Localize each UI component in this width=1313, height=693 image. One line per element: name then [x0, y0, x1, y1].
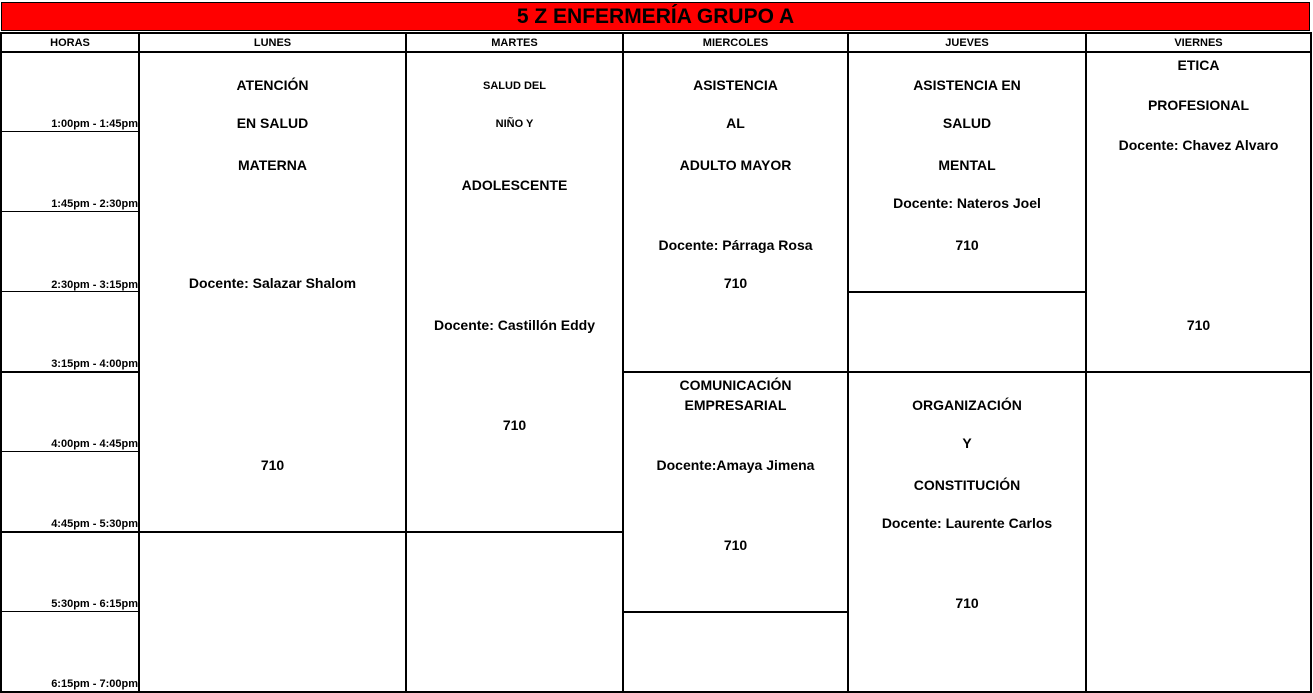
grid-line	[138, 531, 623, 533]
viernes-aula: 710	[1186, 317, 1211, 333]
lunes-course-line3: MATERNA	[238, 157, 307, 173]
grid-line	[622, 33, 624, 693]
grid-line	[847, 291, 1087, 293]
jueves-course2-aula: 710	[955, 595, 979, 611]
time-slot: 1:00pm - 1:45pm	[51, 118, 138, 130]
lunes-docente: Docente: Salazar Shalom	[188, 275, 357, 291]
miercoles-course2-aula: 710	[723, 537, 748, 553]
grid-line	[1085, 33, 1087, 693]
time-slot: 3:15pm - 4:00pm	[51, 358, 138, 370]
jueves-course2-docente: Docente: Laurente Carlos	[881, 515, 1053, 531]
lunes-course-line2: EN SALUD	[236, 115, 309, 131]
miercoles-course2-docente: Docente:Amaya Jimena	[656, 457, 815, 473]
grid-line	[1310, 33, 1312, 693]
grid-line	[0, 211, 138, 212]
header-lunes: LUNES	[253, 36, 292, 49]
time-slot: 2:30pm - 3:15pm	[51, 279, 138, 291]
miercoles-course1-aula: 710	[723, 275, 748, 291]
header-miercoles: MIERCOLES	[702, 36, 769, 49]
jueves-course1-docente: Docente: Nateros Joel	[893, 195, 1041, 211]
jueves-course2-line3: CONSTITUCIÓN	[913, 477, 1021, 493]
miercoles-course2-line1: COMUNICACIÓN	[679, 377, 792, 393]
jueves-course1-aula: 710	[955, 237, 979, 253]
jueves-course1-line3: MENTAL	[938, 157, 996, 173]
time-slot: 4:45pm - 5:30pm	[51, 518, 138, 530]
header-jueves: JUEVES	[945, 36, 989, 49]
time-slot: 5:30pm - 6:15pm	[51, 598, 138, 610]
grid-line	[138, 33, 140, 693]
header-viernes: VIERNES	[1174, 36, 1223, 49]
grid-line	[0, 131, 138, 132]
grid-line	[0, 51, 1312, 53]
martes-course-line3: ADOLESCENTE	[461, 177, 568, 193]
martes-course-line1: SALUD DEL	[483, 80, 546, 92]
martes-docente: Docente: Castillón Eddy	[433, 317, 596, 333]
viernes-docente: Docente: Chavez Alvaro	[1118, 137, 1279, 153]
jueves-course2-line2: Y	[962, 435, 972, 451]
viernes-course-line1: ETICA	[1177, 57, 1220, 73]
martes-course-line2: NIÑO Y	[495, 118, 534, 130]
grid-line	[1085, 371, 1312, 373]
grid-line	[622, 611, 849, 613]
miercoles-course1-line3: ADULTO MAYOR	[679, 157, 792, 173]
miercoles-course1-docente: Docente: Párraga Rosa	[658, 237, 813, 253]
header-horas: HORAS	[50, 36, 90, 49]
jueves-course1-line1: ASISTENCIA EN	[913, 77, 1021, 93]
time-slot: 4:00pm - 4:45pm	[51, 438, 138, 450]
jueves-course1-line2: SALUD	[942, 115, 992, 131]
viernes-course-line2: PROFESIONAL	[1147, 97, 1250, 113]
grid-line	[622, 371, 1087, 373]
martes-aula: 710	[502, 417, 527, 433]
grid-line	[0, 451, 138, 452]
lunes-aula: 710	[260, 457, 285, 473]
miercoles-course2-line2: EMPRESARIAL	[684, 397, 787, 413]
miercoles-course1-line2: AL	[726, 115, 745, 131]
grid-line	[0, 531, 138, 533]
schedule-title: 5 Z ENFERMERÍA GRUPO A	[1, 2, 1310, 31]
time-slot: 1:45pm - 2:30pm	[51, 198, 138, 210]
time-slot: 6:15pm - 7:00pm	[51, 678, 138, 690]
grid-line	[0, 371, 138, 373]
miercoles-course1-line1: ASISTENCIA	[693, 77, 778, 93]
header-martes: MARTES	[491, 36, 538, 49]
lunes-course-line1: ATENCIÓN	[236, 77, 309, 93]
grid-line	[0, 611, 138, 612]
jueves-course2-line1: ORGANIZACIÓN	[912, 397, 1022, 413]
